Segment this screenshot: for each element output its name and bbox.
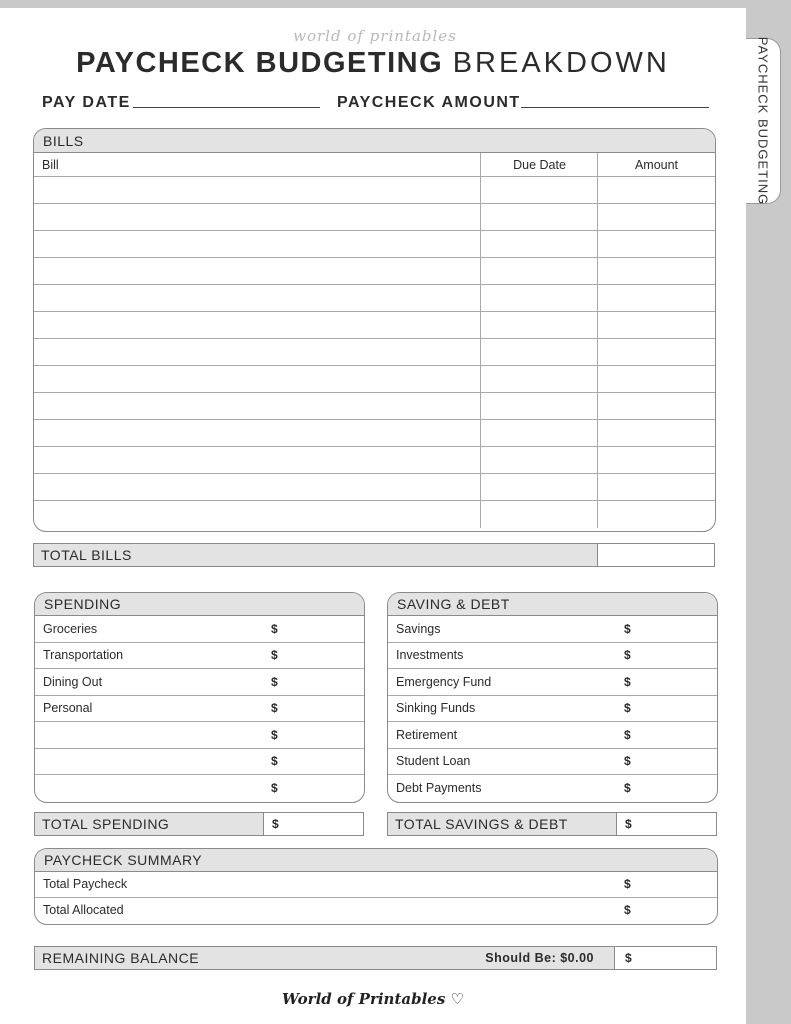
bill-due-date-cell[interactable] xyxy=(480,366,598,392)
total-bills-label: TOTAL BILLS xyxy=(34,544,598,566)
col-bill: Bill xyxy=(42,157,59,172)
bills-column-headers xyxy=(34,153,715,177)
spending-row-label: Personal xyxy=(43,701,93,716)
bill-amount-cell[interactable] xyxy=(597,312,715,338)
should-be-note: Should Be: $0.00 xyxy=(485,951,594,965)
bill-row xyxy=(34,420,715,447)
bill-row xyxy=(34,447,715,474)
bill-due-date-cell[interactable] xyxy=(480,447,598,473)
paycheck-amount-field[interactable] xyxy=(521,107,709,108)
col-amount: Amount xyxy=(597,153,715,176)
total-bills-bar xyxy=(33,543,715,567)
bill-name-cell[interactable] xyxy=(34,285,480,311)
bill-name-cell[interactable] xyxy=(34,339,480,365)
bill-name-cell[interactable] xyxy=(34,204,480,230)
dollar-sign: $ xyxy=(271,648,278,663)
paycheck-amount-label: PAYCHECK AMOUNT xyxy=(337,94,521,111)
bill-amount-cell[interactable] xyxy=(597,177,715,203)
spending-row-label: Transportation xyxy=(43,648,124,663)
summary-row xyxy=(35,898,717,924)
remaining-balance-label xyxy=(35,947,615,969)
dollar-sign: $ xyxy=(624,727,631,742)
bill-name-cell[interactable] xyxy=(34,501,480,528)
bill-name-cell[interactable] xyxy=(34,312,480,338)
spending-row-label: Dining Out xyxy=(43,674,103,689)
bills-header: BILLS xyxy=(34,129,715,153)
dollar-sign: $ xyxy=(272,817,279,831)
side-tab[interactable] xyxy=(746,38,781,204)
dollar-sign: $ xyxy=(624,903,631,918)
summary-row xyxy=(35,872,717,898)
saving-debt-row-amount-field[interactable] xyxy=(636,775,711,802)
bill-amount-cell[interactable] xyxy=(597,258,715,284)
saving-debt-row-label: Debt Payments xyxy=(396,781,482,796)
dollar-sign: $ xyxy=(624,877,631,892)
bill-row xyxy=(34,204,715,231)
summary-row-amount-field[interactable] xyxy=(636,872,711,897)
dollar-sign: $ xyxy=(271,727,278,742)
dollar-sign: $ xyxy=(625,951,632,965)
summary-row-label: Total Paycheck xyxy=(43,877,128,892)
pay-date-field[interactable] xyxy=(133,107,320,108)
brand-footer-logo: World of Printables ♡ xyxy=(282,990,464,1008)
spending-row-amount-field[interactable] xyxy=(283,775,358,802)
spending-row xyxy=(35,616,364,643)
bill-amount-cell[interactable] xyxy=(597,231,715,257)
bill-amount-cell[interactable] xyxy=(597,474,715,500)
spending-row-label: Groceries xyxy=(43,621,98,636)
saving-debt-row-amount-field[interactable] xyxy=(636,616,711,642)
bill-row xyxy=(34,285,715,312)
spending-row xyxy=(35,669,364,696)
bill-row xyxy=(34,474,715,501)
saving-debt-row-amount-field[interactable] xyxy=(636,643,711,669)
bill-amount-cell[interactable] xyxy=(597,339,715,365)
saving-debt-row-label: Retirement xyxy=(396,727,458,742)
bill-due-date-cell[interactable] xyxy=(480,204,598,230)
bill-row xyxy=(34,231,715,258)
dollar-sign: $ xyxy=(625,817,632,831)
dollar-sign: $ xyxy=(624,781,631,796)
saving-debt-row-label: Savings xyxy=(396,621,441,636)
bill-due-date-cell[interactable] xyxy=(480,393,598,419)
saving-debt-row-label: Student Loan xyxy=(396,754,471,769)
saving-debt-row xyxy=(388,722,717,749)
bill-name-cell[interactable] xyxy=(34,258,480,284)
spending-row-amount-field[interactable] xyxy=(283,616,358,642)
spending-row-amount-field[interactable] xyxy=(283,669,358,695)
saving-debt-row xyxy=(388,775,717,802)
total-savings-debt-bar xyxy=(387,812,717,836)
remaining-balance-bar xyxy=(34,946,717,970)
saving-debt-row xyxy=(388,643,717,670)
page-title xyxy=(0,47,746,80)
bill-name-cell[interactable] xyxy=(34,393,480,419)
side-tab-label: PAYCHECK BUDGETING xyxy=(755,36,771,206)
bill-name-cell[interactable] xyxy=(34,177,480,203)
title-light: BREAKDOWN xyxy=(452,47,670,79)
spending-row xyxy=(35,749,364,776)
bill-name-cell[interactable] xyxy=(34,447,480,473)
spending-row-amount-field[interactable] xyxy=(283,643,358,669)
saving-debt-row-label: Sinking Funds xyxy=(396,701,476,716)
bill-due-date-cell[interactable] xyxy=(480,420,598,446)
bill-name-cell[interactable] xyxy=(34,366,480,392)
dollar-sign: $ xyxy=(271,701,278,716)
bill-due-date-cell[interactable] xyxy=(480,177,598,203)
spending-header: SPENDING xyxy=(35,593,364,616)
title-bold: PAYCHECK BUDGETING xyxy=(76,47,444,79)
saving-debt-row xyxy=(388,616,717,643)
dollar-sign: $ xyxy=(624,701,631,716)
bill-row xyxy=(34,393,715,420)
bill-amount-cell[interactable] xyxy=(597,285,715,311)
summary-row-label: Total Allocated xyxy=(43,903,124,918)
saving-debt-row xyxy=(388,669,717,696)
total-spending-label: TOTAL SPENDING xyxy=(35,813,264,835)
bill-amount-cell[interactable] xyxy=(597,501,715,528)
bill-amount-cell[interactable] xyxy=(597,204,715,230)
bill-due-date-cell[interactable] xyxy=(480,231,598,257)
spending-row xyxy=(35,722,364,749)
bill-due-date-cell[interactable] xyxy=(480,339,598,365)
bill-name-cell[interactable] xyxy=(34,420,480,446)
dollar-sign: $ xyxy=(624,621,631,636)
saving-debt-table xyxy=(387,592,718,803)
bill-row xyxy=(34,366,715,393)
saving-debt-row-amount-field[interactable] xyxy=(636,696,711,722)
spending-row xyxy=(35,643,364,670)
saving-debt-row-amount-field[interactable] xyxy=(636,722,711,748)
bills-table xyxy=(33,128,716,532)
dollar-sign: $ xyxy=(271,621,278,636)
saving-debt-row-amount-field[interactable] xyxy=(636,749,711,775)
dollar-sign: $ xyxy=(271,781,278,796)
bill-due-date-cell[interactable] xyxy=(480,501,598,528)
bill-row xyxy=(34,501,715,528)
saving-debt-row xyxy=(388,749,717,776)
bill-amount-cell[interactable] xyxy=(597,420,715,446)
brand-watermark: world of printables xyxy=(293,27,457,45)
bill-row xyxy=(34,339,715,366)
dollar-sign: $ xyxy=(624,674,631,689)
saving-debt-row-amount-field[interactable] xyxy=(636,669,711,695)
pay-date-label: PAY DATE xyxy=(42,94,131,111)
bill-row xyxy=(34,312,715,339)
saving-debt-row-label: Investments xyxy=(396,648,464,663)
spending-row-amount-field[interactable] xyxy=(283,722,358,748)
dollar-sign: $ xyxy=(624,648,631,663)
bill-amount-cell[interactable] xyxy=(597,366,715,392)
paycheck-summary xyxy=(34,848,718,925)
bill-due-date-cell[interactable] xyxy=(480,312,598,338)
total-savings-debt-label: TOTAL SAVINGS & DEBT xyxy=(388,813,617,835)
bill-due-date-cell[interactable] xyxy=(480,474,598,500)
summary-row-amount-field[interactable] xyxy=(636,898,711,924)
spending-row-amount-field[interactable] xyxy=(283,749,358,775)
bill-amount-cell[interactable] xyxy=(597,393,715,419)
bill-amount-cell[interactable] xyxy=(597,447,715,473)
spending-row-amount-field[interactable] xyxy=(283,696,358,722)
spending-row xyxy=(35,696,364,723)
summary-header: PAYCHECK SUMMARY xyxy=(35,849,717,872)
bill-name-cell[interactable] xyxy=(34,474,480,500)
total-spending-bar xyxy=(34,812,364,836)
saving-debt-row-label: Emergency Fund xyxy=(396,674,492,689)
dollar-sign: $ xyxy=(624,754,631,769)
dollar-sign: $ xyxy=(271,674,278,689)
spending-table xyxy=(34,592,365,803)
bill-row xyxy=(34,258,715,285)
remaining-label-text: REMAINING BALANCE xyxy=(42,950,200,966)
spending-row xyxy=(35,775,364,802)
dollar-sign: $ xyxy=(271,754,278,769)
saving-debt-header: SAVING & DEBT xyxy=(388,593,717,616)
bill-name-cell[interactable] xyxy=(34,231,480,257)
bill-row xyxy=(34,177,715,204)
col-due-date: Due Date xyxy=(480,153,598,176)
bill-due-date-cell[interactable] xyxy=(480,258,598,284)
saving-debt-row xyxy=(388,696,717,723)
bill-due-date-cell[interactable] xyxy=(480,285,598,311)
